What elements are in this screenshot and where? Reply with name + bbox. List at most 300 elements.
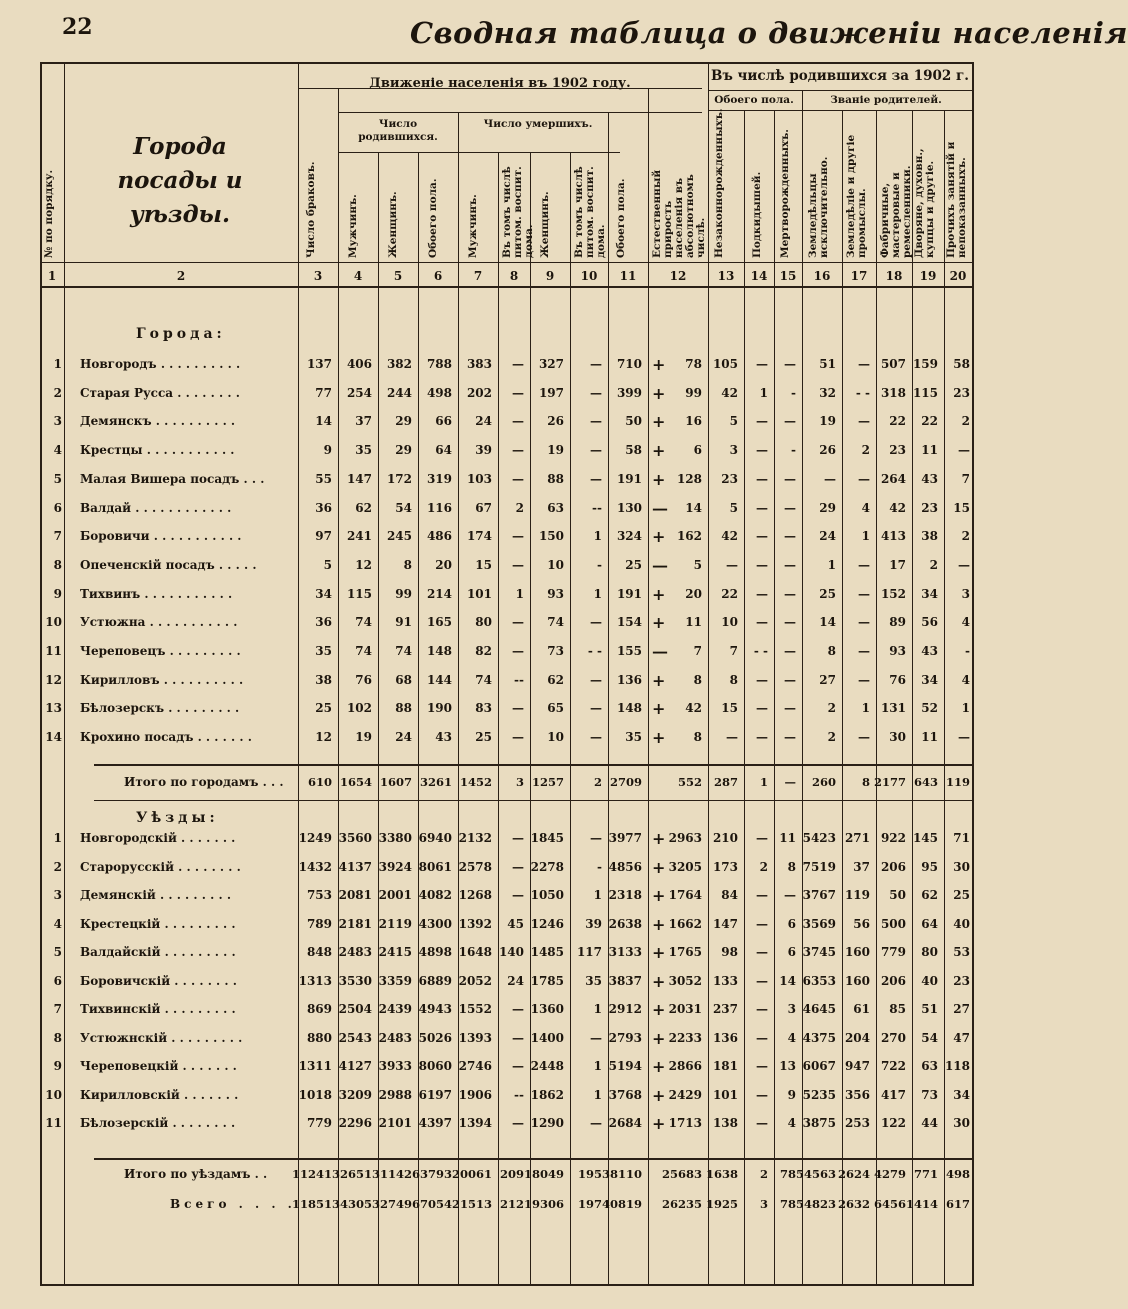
table-cell: 779 [306,1116,332,1130]
table-cell: 848 [306,945,332,959]
table-cell: 25683 [661,1167,702,1181]
table-cell: 160 [844,973,870,988]
table-cell: 610 [307,775,332,789]
table-cell: 1906 [458,1087,492,1102]
table-cell: 65 [547,701,564,716]
table-cell: 1 [515,586,524,601]
table-cell: 643 [913,775,938,789]
table-cell: 1394 [458,1116,492,1130]
table-cell: 35 [315,644,332,658]
table-cell: 3933 [378,1059,412,1073]
table-cell: 4137 [338,859,372,874]
table-cell: 34305 [331,1197,372,1211]
row-number: 6 [53,500,62,515]
table-cell: 47 [953,1030,970,1045]
table-cell: 1432 [298,859,332,874]
table-cell: — [512,615,524,630]
table-cell: 4375 [802,1030,836,1045]
table-cell: 1 [593,586,602,601]
table-cell: 160 [844,945,870,959]
table-cell: — [756,357,768,371]
table-cell: 78 [779,1197,796,1211]
table-cell: - - [587,644,602,658]
table-cell: 1311 [298,1059,332,1073]
table-cell: 1290 [530,1116,564,1130]
table-cell: 413 [880,529,906,544]
table-cell: 58 [953,357,970,371]
table-cell: 36 [315,615,332,630]
column-number: 6 [433,269,443,283]
table-cell: 2177 [873,775,906,789]
table-cell: — [756,1087,768,1102]
table-cell: 210 [712,831,738,845]
table-cell: 19 [547,443,564,458]
row-name: Опеченскій посадъ . . . . . [80,557,257,572]
table-cell: — [512,1059,524,1073]
table-cell: 271 [844,831,870,845]
table-cell: 25 [953,888,970,902]
table-cell: — [512,1030,524,1045]
table-cell: 2001 [378,888,412,902]
table-cell: 23 [953,973,970,988]
table-cell: 23 [921,500,938,515]
table-cell: — [512,1002,524,1016]
row-name: Демянскъ . . . . . . . . . . [80,414,236,429]
table-cell: 40 [953,916,970,931]
growth-sign: — [652,498,668,518]
table-cell: 39 [585,916,602,931]
table-cell: 42 [721,529,738,544]
table-row [40,942,972,966]
table-cell: 122 [880,1116,906,1130]
table-cell: 399 [616,385,642,400]
row-number: 4 [53,916,62,931]
table-cell: 22 [889,414,906,429]
table-cell: 74 [355,644,372,658]
table-cell: 3133 [608,945,642,959]
table-cell: — [590,443,602,458]
table-cell: 10 [547,557,564,572]
table-cell: 32 [819,385,836,400]
total-label: Итого по уѣздамъ . . [124,1167,268,1181]
row-number: 8 [53,557,62,572]
table-cell: 147 [712,916,738,931]
table-cell: 264 [880,471,906,486]
table-row [40,772,972,796]
table-row [40,1056,972,1080]
table-cell: 2483 [338,945,372,959]
table-cell: 34 [953,1087,970,1102]
table-cell: 191 [616,471,642,486]
column-header-col-factory: Фабричные, мастеровые и ремесленники. [879,165,913,258]
born-count-header: Число родившихся. [358,118,438,143]
table-cell: 11 [685,615,702,630]
table-cell: 24 [475,414,492,429]
table-cell: — [784,730,796,745]
table-row [40,1113,972,1137]
row-name: Боровичскій . . . . . . . . [80,973,237,988]
table-row [40,584,972,608]
column-number: 8 [509,269,519,283]
row-number: 14 [45,730,62,745]
table-cell: — [756,945,768,959]
row-number: 4 [53,443,62,458]
table-cell: 2963 [668,831,702,845]
table-cell: 40 [921,973,938,988]
row-name: Валдай . . . . . . . . . . . . [80,500,232,515]
table-cell: 29 [395,443,412,458]
table-cell: 7 [961,471,970,486]
table-cell: 131 [880,701,906,716]
table-cell: — [756,973,768,988]
table-cell: 6 [693,443,702,458]
table-cell: 2296 [338,1116,372,1130]
table-cell: 105 [712,357,738,371]
table-row [40,440,972,464]
table-cell: 2081 [338,888,372,902]
table-row [40,555,972,579]
growth-sign: + [652,943,666,962]
table-cell: 26235 [661,1197,702,1211]
table-cell: 32651 [331,1167,372,1181]
table-row [40,612,972,636]
table-cell: 3 [787,1002,796,1016]
table-cell: 8 [861,775,870,789]
table-cell: 2415 [378,945,412,959]
column-number: 4 [353,269,363,283]
column-number: 1 [47,269,57,283]
table-cell: 2101 [378,1116,412,1130]
table-cell: 68 [395,672,412,687]
table-cell: 116 [426,500,452,515]
table-cell: 2638 [608,916,642,931]
table-cell: 486 [426,529,452,544]
row-number: 7 [53,529,62,544]
table-cell: — [756,471,768,486]
table-cell: 8 [787,859,796,874]
table-cell: — [590,414,602,429]
table-cell: 181 [712,1059,738,1073]
table-cell: 1662 [668,916,702,931]
table-cell: 35 [585,973,602,988]
column-header-col-marriages: Число браковъ. [305,161,317,258]
table-cell: 130 [616,500,642,515]
row-name: Бѣлозерскъ . . . . . . . . . [80,701,240,716]
table-cell: 356 [844,1087,870,1102]
table-cell: 9 [323,443,332,458]
table-cell: 1 [861,529,870,544]
table-cell: 44 [921,1116,938,1130]
table-cell: 54563 [795,1167,836,1181]
table-cell: 11 [779,831,796,845]
table-cell: 43 [921,644,938,658]
growth-sign: + [652,914,666,934]
table-cell: 56 [853,916,870,931]
table-cell: 23 [721,471,738,486]
row-name: Череповецъ . . . . . . . . . [80,644,241,658]
table-cell: 3768 [608,1087,642,1102]
table-cell: 152 [880,586,906,601]
column-number: 12 [669,269,687,283]
table-cell: 15 [475,557,492,572]
table-cell: 14 [779,973,796,988]
table-cell: 1 [593,1002,602,1016]
row-name: Крестецкій . . . . . . . . . [80,916,236,931]
column-number: 18 [885,269,903,283]
table-row [40,641,972,665]
row-name: Крестцы . . . . . . . . . . . [80,443,235,458]
column-number: 16 [813,269,831,283]
row-name: Старая Русса . . . . . . . . [80,385,240,400]
table-cell: 5 [693,557,702,572]
row-name: Валдайскій . . . . . . . . . [80,945,236,959]
row-name: Устюжна . . . . . . . . . . . [80,615,238,630]
table-cell: 22 [921,414,938,429]
growth-sign: + [652,527,666,547]
table-cell: — [590,471,602,486]
table-cell: 39 [475,443,492,458]
table-cell: — [784,529,796,544]
growth-sign: + [652,699,666,719]
growth-sign: + [652,584,666,604]
table-cell: 13 [779,1059,796,1073]
table-cell: — [512,888,524,902]
table-cell: 63 [921,1059,938,1073]
growth-sign: + [652,1085,666,1105]
table-cell: 8 [693,730,702,745]
table-cell: 26 [819,443,836,458]
table-cell: — [756,414,768,429]
column-number: 17 [850,269,868,283]
column-header-col-found: Подкидышей. [751,171,763,258]
table-cell: 80 [921,945,938,959]
districts-section-title: Уѣзды: [136,810,219,826]
table-cell: 58 [625,443,642,458]
table-cell: — [858,672,870,687]
table-row [40,914,972,938]
table-cell: 62 [921,888,938,902]
table-cell: 788 [426,357,452,371]
table-cell: 3052 [668,973,702,988]
table-cell: 11 [921,730,938,745]
table-cell: — [784,775,796,789]
table-cell: 3 [759,1197,768,1211]
table-cell: — [756,615,768,630]
growth-sign: + [652,613,666,633]
table-cell: 117 [576,945,602,959]
table-cell: 42 [685,701,702,716]
table-cell: 20 [685,586,702,601]
table-cell: 38 [921,529,938,544]
table-cell: 8 [403,557,412,572]
table-cell: 25 [315,701,332,716]
column-header-col-farm: Земледѣльцы исключительно. [807,156,830,258]
table-cell: 51 [819,357,836,371]
table-cell: — [512,859,524,874]
table-row [40,885,972,909]
table-cell: 1648 [458,945,492,959]
table-cell: — [756,1116,768,1130]
row-name: Крохино посадъ . . . . . . . [80,730,252,745]
row-name: Старорусскій . . . . . . . . [80,859,241,874]
growth-sign: + [652,412,666,432]
table-cell: 1 [593,529,602,544]
table-cell: 54 [921,1030,938,1045]
table-cell: 34 [921,672,938,687]
table-cell: 1 [759,775,768,789]
table-cell: 115 [912,385,938,400]
table-cell: 84 [721,888,738,902]
table-cell: 3 [515,775,524,789]
table-cell: 14 [685,500,702,515]
table-cell: 2988 [378,1087,412,1102]
table-row [40,857,972,881]
table-cell: 34 [315,586,332,601]
table-cell: 140 [498,945,524,959]
table-cell: 35 [625,730,642,745]
table-cell: 95 [921,859,938,874]
column-header-col-farm2: Земледѣліе и другіе промыслы. [845,134,868,258]
table-cell: 1018 [298,1087,332,1102]
row-number: 2 [53,859,62,874]
table-cell: 173 [712,859,738,874]
table-cell: 20061 [451,1167,492,1181]
table-row [40,498,972,522]
table-cell: 155 [616,644,642,658]
table-cell: 31142 [371,1167,412,1181]
table-cell: 27 [953,1002,970,1016]
column-number: 7 [473,269,483,283]
table-cell: 722 [880,1059,906,1073]
table-cell: 8061 [418,859,452,874]
table-cell: 133 [712,973,738,988]
table-cell: 27 [819,672,836,687]
table-cell: — [756,1030,768,1045]
table-cell: 138 [712,1116,738,1130]
column-number: 2 [176,269,186,283]
table-cell: 1713 [668,1116,702,1130]
table-cell: 2 [593,775,602,789]
table-cell: — [958,443,970,458]
table-cell: — [512,443,524,458]
table-cell: 1925 [705,1197,738,1211]
table-cell: 1 [759,385,768,400]
table-cell: — [590,1116,602,1130]
table-cell: 98 [721,945,738,959]
table-cell: - - [753,644,768,658]
table-cell: 922 [880,831,906,845]
table-cell: 2439 [378,1002,412,1016]
table-cell: 197 [577,1197,602,1211]
table-cell: — [756,672,768,687]
table-cell: 5235 [802,1087,836,1102]
table-cell: 6067 [802,1059,836,1073]
row-name: Тихвинскій . . . . . . . . . [80,1002,236,1016]
table-row [40,670,972,694]
table-cell: 30 [889,730,906,745]
table-cell: — [726,557,738,572]
table-cell: 37 [853,859,870,874]
table-cell: 2318 [608,888,642,902]
table-cell: 244 [386,385,412,400]
table-cell: 617 [945,1197,970,1211]
table-cell: 7 [729,644,738,658]
column-number: 3 [313,269,323,283]
column-number: 5 [393,269,403,283]
table-cell: 190 [426,701,452,716]
table-cell: 383 [466,357,492,371]
table-cell: 4 [961,615,970,630]
table-cell: 54823 [795,1197,836,1211]
table-cell: 76 [355,672,372,687]
table-cell: 2632 [837,1197,870,1211]
table-cell: 63793 [411,1167,452,1181]
table-cell: 206 [880,859,906,874]
table-row [40,1085,972,1109]
table-cell: 4943 [418,1002,452,1016]
table-cell: 43 [921,471,938,486]
table-cell: 1845 [530,831,564,845]
table-cell: 4127 [338,1059,372,1073]
table-cell: 498 [945,1167,970,1181]
row-number: 7 [53,1002,62,1016]
row-name: Тихвинъ . . . . . . . . . . . [80,586,233,601]
table-cell: 22 [721,586,738,601]
table-cell: 62 [355,500,372,515]
table-cell: 406 [346,357,372,371]
row-number: 9 [53,1059,62,1073]
table-cell: 1313 [298,973,332,988]
table-cell: 6 [787,945,796,959]
table-cell: 66 [435,414,452,429]
row-name: Боровичи . . . . . . . . . . . [80,529,242,544]
table-cell: 38 [315,672,332,687]
table-cell: 148 [616,701,642,716]
row-name: Новгородъ . . . . . . . . . . [80,357,241,371]
table-cell: 154 [616,615,642,630]
table-cell: 14 [819,615,836,630]
table-cell: 71 [953,831,970,845]
column-header-col-d-female-incl: Въ томъ числѣ питом. воспит. дома. [573,166,607,258]
table-cell: 99 [685,385,702,400]
table-cell: 1246 [530,916,564,931]
table-cell: 1392 [458,916,492,931]
table-cell: — [858,471,870,486]
table-cell: 1 [961,701,970,716]
table-cell: 29 [819,500,836,515]
table-cell: 319 [426,471,452,486]
table-cell: 2 [961,529,970,544]
table-cell: — [784,888,796,902]
table-cell: 118 [944,1059,970,1073]
table-cell: 1 [827,557,836,572]
table-cell: 23 [889,443,906,458]
table-cell: 1360 [530,1002,564,1016]
growth-sign: — [652,642,668,661]
table-cell: — [756,888,768,902]
born-group-header: Въ числѣ родившихся за 1902 г. [711,68,969,84]
table-cell: 6889 [418,973,452,988]
table-cell: - [597,859,602,874]
table-cell: 25 [475,730,492,745]
table-cell: 74 [355,615,372,630]
table-cell: 136 [712,1030,738,1045]
table-cell: 507 [880,357,906,371]
table-cell: 2 [827,730,836,745]
growth-sign: + [652,829,666,848]
table-row [40,698,972,722]
table-cell: 34 [921,586,938,601]
